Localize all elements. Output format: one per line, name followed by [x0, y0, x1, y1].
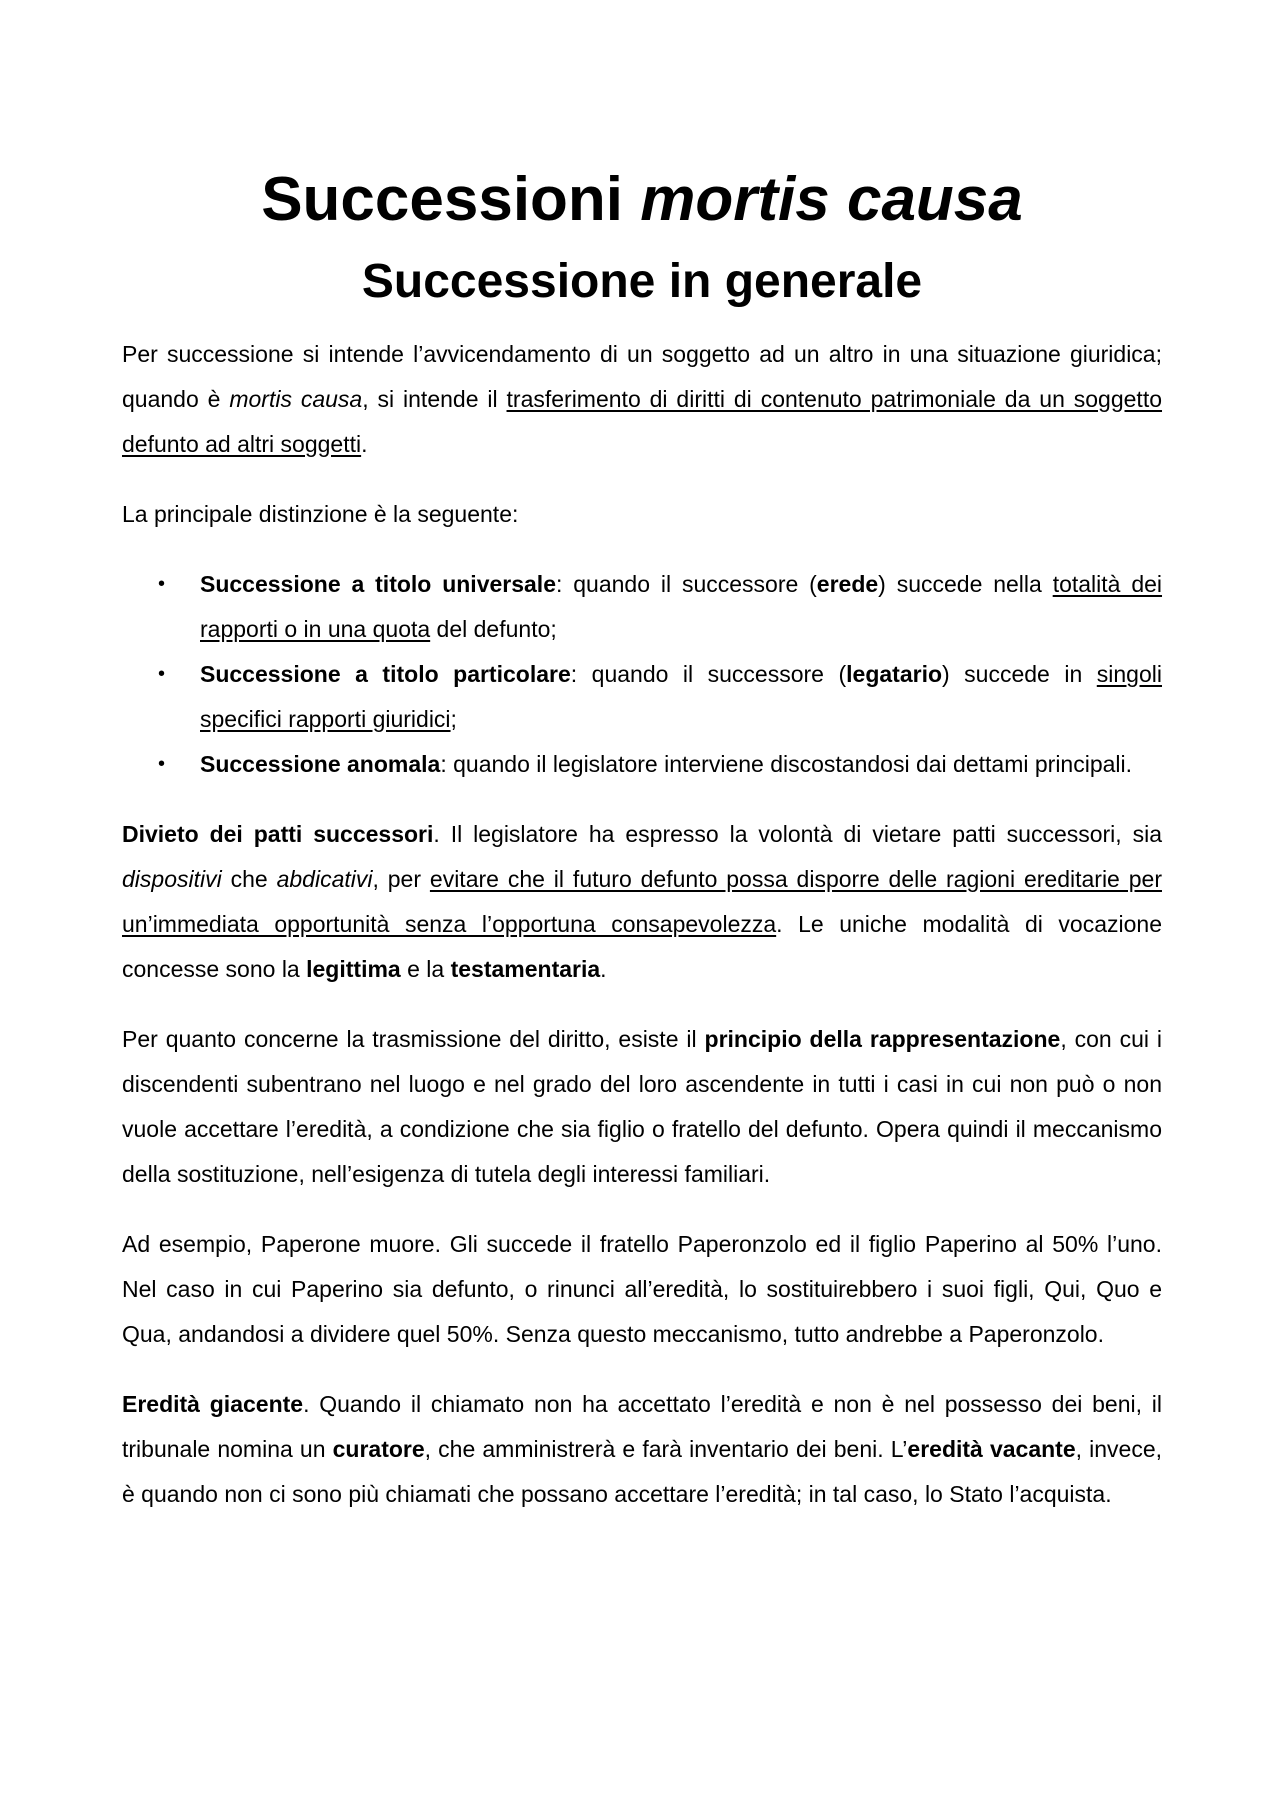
section-heading: Successione in generale [361, 255, 923, 308]
bold-term: eredità vacante [907, 1436, 1076, 1462]
text-run: Per quanto concerne la trasmissione del diritto, esiste il [122, 1026, 705, 1052]
bullet-icon: • [158, 753, 166, 775]
bold-term: erede [816, 571, 879, 597]
text-run: . [600, 956, 607, 982]
text-run: ) succede in [942, 661, 1097, 687]
text-run: , con cui i discendenti subentrano nel luogo e nel grado del loro ascendente in tutti i casi in cui non può o non vuole accettare l’eredità, a condizione che sia figlio o fratello del defunto. Opera quindi il meccanismo della sostituzione, nell’esigenza di tutela degli interessi familiari. [122, 1026, 1163, 1187]
text-run: . Il legislatore ha espresso la volontà di vietare patti successori, sia [433, 821, 1163, 847]
text-run: , si intende il [362, 386, 507, 412]
bold-term: Successione a titolo universale [200, 571, 556, 597]
paragraph-example: Ad esempio, Paperone muore. Gli succede il fratello Paperonzolo ed il figlio Paperino al 50% l’uno. Nel caso in cui Paperino sia defunto, o rinunci all’eredità, lo sostituirebbero i suoi figli, Qui, Quo e Qua, andandosi a dividere quel 50%. Senza questo meccanismo, tutto andrebbe a Paperonzolo. [122, 1231, 1162, 1347]
bold-term: legatario [846, 661, 943, 687]
document-page [122, 160, 1162, 1517]
text-run: : quando il successore ( [556, 571, 817, 597]
bullet-icon: • [158, 663, 166, 685]
text-run: , che amministrerà e farà inventario dei beni. L’ [424, 1436, 908, 1462]
distinction-list [122, 562, 1162, 787]
bold-term: testamentaria [450, 956, 601, 982]
bold-term: principio della rappresentazione [704, 1026, 1061, 1052]
text-run: . Le uniche modalità di vocazione concesse sono la [122, 911, 1162, 982]
underlined-phrase: evitare che il futuro defunto possa disporre delle ragioni ereditarie per un’immediata opportunità senza l’opportuna consapevolezza [122, 866, 1162, 937]
text-run: ) succede nella [878, 571, 1053, 597]
list-item [158, 742, 1162, 787]
text-run: : quando il successore ( [570, 661, 847, 687]
bold-term: curatore [332, 1436, 425, 1462]
bullet-icon: • [158, 573, 166, 595]
text-run: che [221, 866, 277, 892]
bold-term: Divieto dei patti successori [122, 821, 434, 847]
bold-term: Successione anomala [200, 751, 441, 777]
text-run: del defunto; [430, 616, 557, 642]
underlined-phrase: singoli specifici rapporti giuridici [200, 661, 1162, 732]
text-run: . [361, 431, 368, 457]
italic-term: dispositivi [122, 866, 222, 892]
italic-term: mortis causa [229, 386, 363, 412]
paragraph-eredita-giacente [122, 1382, 1162, 1517]
paragraph-rappresentazione [122, 1017, 1162, 1197]
text-run: , per [372, 866, 430, 892]
paragraph-distinction-intro: La principale distinzione è la seguente: [122, 501, 519, 527]
bold-term: legittima [306, 956, 401, 982]
page-title-main: Successioni [261, 165, 641, 234]
text-run: , invece, è quando non ci sono più chiamati che possano accettare l’eredità; in tal caso, lo Stato l’acquista. [122, 1436, 1163, 1507]
text-run: e la [400, 956, 451, 982]
underlined-phrase: totalità dei rapporti o in una quota [200, 571, 1163, 642]
underlined-phrase: trasferimento di diritti di contenuto patrimoniale da un soggetto defunto ad altri soggetti [122, 386, 1163, 457]
bold-term: Eredità giacente [122, 1391, 304, 1417]
paragraph-divieto-patti [122, 812, 1162, 992]
text-run: ; [450, 706, 457, 732]
text-run: : quando il legislatore interviene discostandosi dai dettami principali. [440, 751, 1133, 777]
page-title-italic: mortis causa [640, 165, 1023, 234]
page-title [122, 160, 1162, 240]
bold-term: Successione a titolo particolare [200, 661, 571, 687]
italic-term: abdicativi [276, 866, 373, 892]
list-item [158, 562, 1163, 652]
paragraph-definition [122, 332, 1162, 467]
text-run: . Quando il chiamato non ha accettato l’eredità e non è nel possesso dei beni, il tribunale nomina un [122, 1391, 1162, 1462]
list-item [158, 652, 1162, 742]
text-run: Per successione si intende l’avvicendamento di un soggetto ad un altro in una situazione giuridica; quando è [122, 341, 1162, 412]
